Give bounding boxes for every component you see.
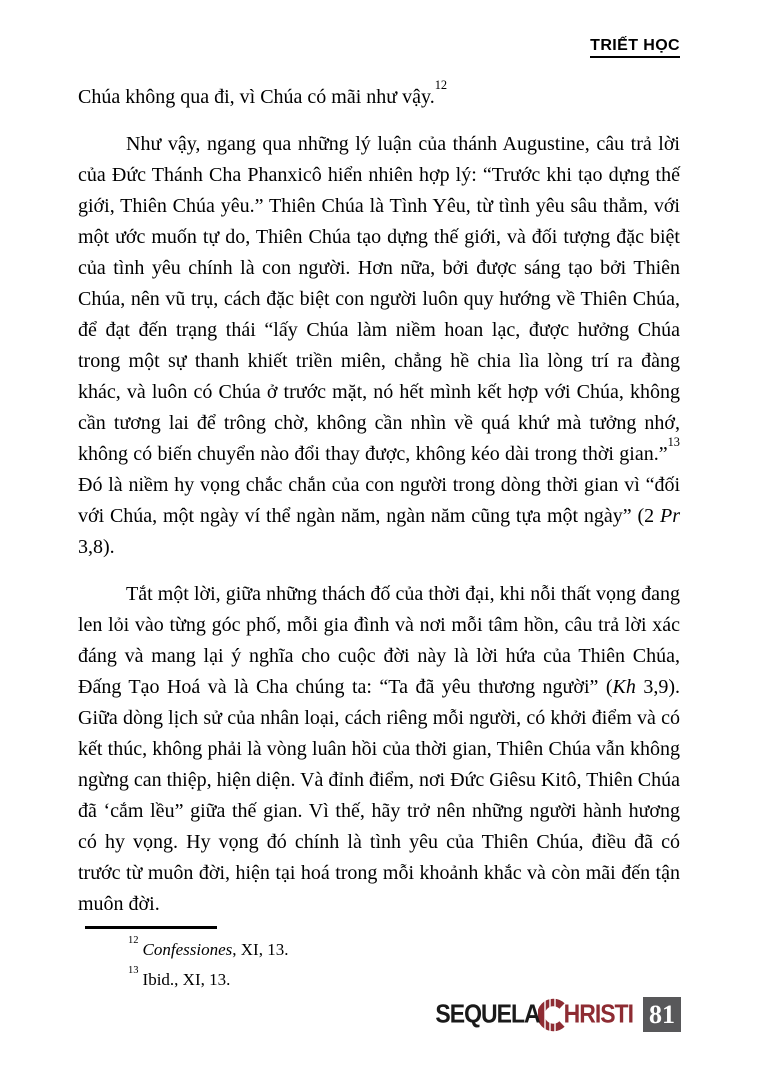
footnote-separator	[85, 926, 217, 929]
page-footer	[435, 997, 681, 1032]
footnote-text: Confessiones, XI, 13.	[142, 940, 289, 959]
paragraph: Như vậy, ngang qua những lý luận của thánh Augustine, câu trả lời của Đức Thánh Cha Phanxicô hiển nhiên hợp lý: “Trước khi tạo dựng thế giới, Thiên Chúa yêu.” Thiên Chúa là Tình Yêu, từ tình yêu sâu thẳm, với một ước muốn tự do, Thiên Chúa tạo dựng thế giới, và đối tượng đặc biệt của tình yêu chính là con người. Hơn nữa, bởi được sáng tạo bởi Thiên Chúa, nên vũ trụ, cách đặc biệt con người luôn quy hướng về Thiên Chúa, để đạt đến trạng thái “lấy Chúa làm niềm hoan lạc, được hưởng Chúa trong một sự thanh khiết triền miên, chẳng hề chia lìa lòng trí ra đàng khác, và luôn có Chúa ở trước mặt, nó hết mình kết hợp với Chúa, không cần tương lai để trông chờ, không cần nhìn về quá khứ mà tưởng nhớ, không có biến chuyển nào đổi thay được, không kéo dài trong thời gian.”$^{13}$ Đó là niềm hy vọng chắc chắn của con người trong dòng thời gian vì “đối với Chúa, một ngày ví thể ngàn năm, ngàn năm cũng tựa một ngày” (2 Pr 3,8).	[78, 133, 680, 558]
paragraph: Chúa không qua đi, vì Chúa có mãi như vậy.$^{12}$	[78, 77, 448, 108]
footnote-number: 12	[128, 934, 139, 946]
footnote-12	[78, 935, 680, 965]
footnote-text: Ibid., XI, 13.	[142, 970, 231, 989]
section-title: TRIẾT HỌC	[590, 37, 680, 58]
body-text	[78, 77, 680, 920]
logo-text-sequela: SEQUELA	[435, 999, 540, 1029]
footnote-number: 13	[128, 964, 139, 976]
page-number-box	[643, 997, 681, 1032]
sequela-christi-logo	[435, 997, 633, 1032]
logo-text-christi: HRISTI	[563, 999, 633, 1029]
footnotes-section	[78, 926, 680, 995]
footnote-13	[78, 965, 680, 995]
page-header	[590, 37, 680, 58]
page-number: 81	[649, 999, 675, 1029]
paragraph: Tắt một lời, giữa những thách đố của thời đại, khi nỗi thất vọng đang len lỏi vào từng góc phố, mỗi gia đình và nơi mỗi tâm hồn, câu trả lời xác đáng và mang lại ý nghĩa cho cuộc đời này là lời hứa của Thiên Chúa, Đấng Tạo Hoá và là Cha chúng ta: “Ta đã yêu thương người” (Kh 3,9). Giữa dòng lịch sử của nhân loại, cách riêng mỗi người, có khởi điểm và có kết thúc, không phải là vòng luân hồi của thời gian, Thiên Chúa vẫn không ngừng can thiệp, hiện diện. Và đỉnh điểm, nơi Đức Giêsu Kitô, Thiên Chúa đã ‘cắm lều” giữa thế gian. Vì thế, hãy trở nên những người hành hương có hy vọng. Hy vọng đó chính là tình yêu của Thiên Chúa, điều đã có trước từ muôn đời, hiện tại hoá trong mỗi khoảnh khắc và còn mãi đến tận muôn đời.	[78, 583, 680, 915]
